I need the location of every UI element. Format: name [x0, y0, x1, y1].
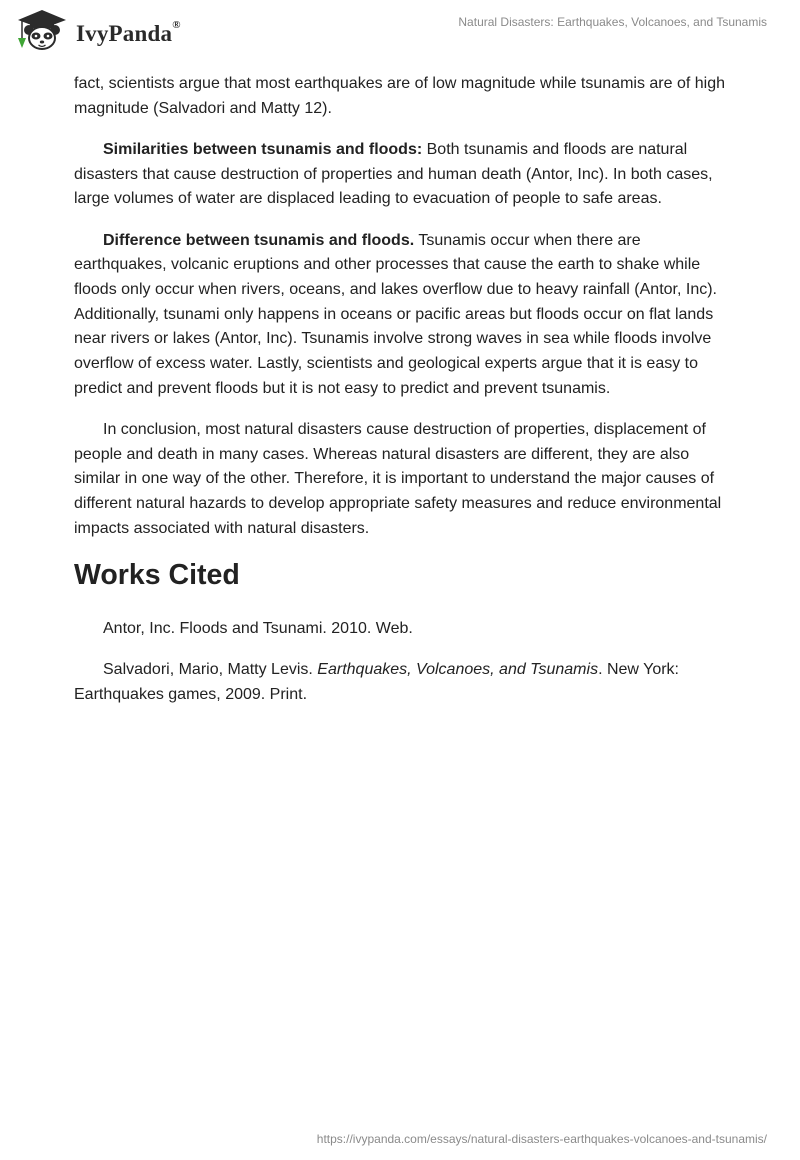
citation-2: Salvadori, Mario, Matty Levis. Earthquakes, Volcanoes, and Tsunamis. New York: Earthquakes games, 2009. Print.	[74, 661, 679, 703]
paragraph-similarities	[74, 138, 734, 212]
panda-graduate-icon	[14, 8, 70, 52]
citation-2-title: Earthquakes, Volcanoes, and Tsunamis	[317, 661, 599, 679]
paragraph-continuation: fact, scientists argue that most earthquakes are of low magnitude while tsunamis are of high magnitude (Salvadori and Matty 12).	[74, 75, 726, 117]
differences-text: Tsunamis occur when there are earthquakes, volcanic eruptions and other processes that cause the earth to shake while floods only occur when rivers, oceans, and lakes overflow due to heavy rainfall (Antor, Inc). Additionally, tsunami only happens in oceans or pacific areas but floods occur on flat lands near rivers or lakes (Antor, Inc). Tsunamis involve strong waves in sea while floods involve overflow of excess water. Lastly, scientists and geological experts argue that it is easy to predict and prevent floods but it is not easy to predict and prevent tsunamis.	[74, 231, 717, 397]
source-url[interactable]: https://ivypanda.com/essays/natural-disasters-earthquakes-volcanoes-and-tsunamis/	[316, 1132, 767, 1146]
differences-heading: Difference between tsunamis and floods.	[103, 231, 415, 249]
citation-1: Antor, Inc. Floods and Tsunami. 2010. Web.	[103, 619, 413, 637]
ivypanda-logo[interactable]	[14, 8, 181, 52]
essay-body	[74, 72, 734, 724]
paragraph-conclusion: In conclusion, most natural disasters cause destruction of properties, displacement of people and death in many cases. Whereas natural disasters are different, they are also similar in one way of the other. Therefore, it is important to understand the major causes of different natural hazards to develop appropriate safety measures and reduce environmental impacts associated with natural disasters.	[74, 420, 722, 537]
document-title: Natural Disasters: Earthquakes, Volcanoes, and Tsunamis	[458, 15, 767, 29]
similarities-text: Both tsunamis and floods are natural disasters that cause destruction of properties and human death (Antor, Inc). In both cases, large volumes of water are displaced leading to evacuation of people to safe areas.	[74, 140, 713, 208]
brand-name: IvyPanda®	[76, 19, 181, 46]
page-header	[0, 0, 800, 70]
similarities-heading: Similarities between tsunamis and floods:	[103, 140, 423, 158]
works-cited-heading: Works Cited	[74, 558, 240, 591]
paragraph-differences	[74, 229, 734, 402]
